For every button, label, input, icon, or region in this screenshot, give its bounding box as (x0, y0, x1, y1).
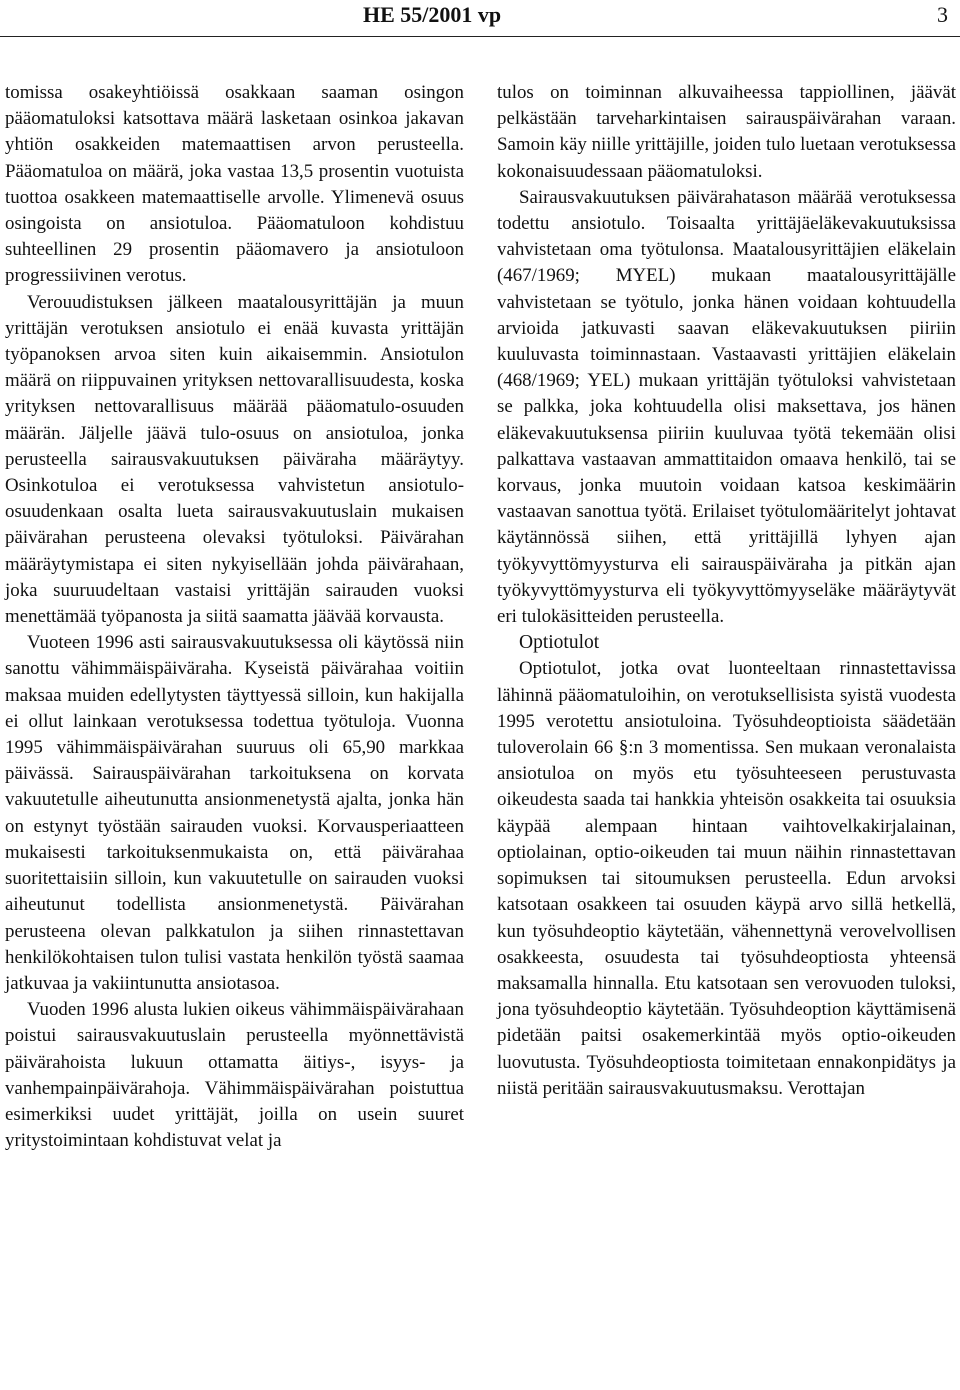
header-rule (0, 36, 960, 37)
paragraph: Optiotulot, jotka ovat luonteeltaan rinnastettavissa lähinnä pääomatuloihin, on verotuksellisista syistä vuodesta 1995 verotettu ansiotuloina. Työsuhdeoptioista säädetään tuloverolain 66 §:n 3 momentissa. Sen mukaan veronalaista ansiotuloa on myös etu työsuhteeseen perustuvasta oikeudesta saada tai hankkia yhteisön osakkeita tai osuuksia käypää alempaan hintaan vaihtovelkakirjalainan, optiolainan, optio-oikeuden tai muun näihin rinnastettavan sopimuksen tai sitoumuksen perusteella. Edun arvoksi katsotaan osakkeen tai osuuden käypä arvo sillä hetkellä, kun työsuhdeoptio käytetään, vähennettynä verovelvollisen osakkeesta, osuudesta tai työsuhdeoptiosta yhteensä maksamalla hinnalla. Etu katsotaan sen verovuoden tuloksi, jona työsuhdeoptio käytetään. Työsuhdeoption käyttämisenä pidetään paitsi osakemerkintää myös optio-oikeuden luovutusta. Työsuhdeoptiosta toimitetaan ennakonpidätys ja niistä peritään sairausvakuutusmaksu. Verottajan (497, 658, 956, 1099)
left-column (5, 80, 464, 1154)
right-column (497, 80, 956, 1102)
paragraph: Verouudistuksen jälkeen maatalousyrittäjän ja muun yrittäjän verotuksen ansiotulo ei enää kuvasta yrittäjän työpanoksen arvoa siten kuin aikaisemmin. Ansiotulon määrä on riippuvainen yrityksen nettovarallisuudesta, koska yrityksen nettovarallisuus määrää pääomatulo-osuuden määrän. Jäljelle jäävä tulo-osuus on ansiotuloa, jonka perusteella sairausvakuutuksen päiväraha määräytyy. Osinkotuloa ei verotuksessa vahvistetun ansiotulo-osuudenkaan osalta lueta sairausvakuutuslain mukaisen päivärahan perusteena olevaksi työtuloksi. Päivärahan määräytymistapa ei siten nykyisellään johda päivärahaan, joka suuruudeltaan vastaisi yrittäjän sairauden vuoksi menettämää työpanosta ja siitä saamatta jäävää korvausta. (5, 291, 464, 628)
document-id: HE 55/2001 vp (363, 2, 502, 27)
page-number: 3 (937, 2, 948, 27)
page-header (0, 0, 960, 36)
paragraph: Vuoden 1996 alusta lukien oikeus vähimmäispäivärahaan poistui sairausvakuutuslain perusteella myönnettävistä päivärahoista lukuun ottamatta äitiys-, isyys- ja vanhempainpäivärahoja. Vähimmäispäivärahan poistuttua esimerkiksi uudet yrittäjät, joilla on usein suuret yritystoimintaan kohdistuvat velat ja (5, 999, 464, 1152)
paragraph: tomissa osakeyhtiöissä osakkaan saaman osingon pääomatuloksi katsottava määrä lasketaan osinkoa jakavan yhtiön osakkeiden matemaattisen arvon perusteella. Pääomatuloa on määrä, joka vastaa 13,5 prosentin vuotuista tuottoa osakkeen matemaattiselle arvolle. Ylimenevä osuus osingoista on ansiotuloa. Pääomatuloon kohdistuu suhteellinen 29 prosentin pääomavero ja ansiotuloon progressiivinen verotus. (5, 82, 464, 287)
section-heading: Optiotulot (519, 632, 600, 654)
paragraph: Sairausvakuutuksen päivärahatason määrää verotuksessa todettu ansiotulo. Toisaalta yrittäjäeläkevakuutuksissa vahvistetaan oma työtulonsa. Maatalousyrittäjien eläkelain (467/1969; MYEL) mukaan maatalousyrittäjälle vahvistetaan se työtulo, jonka hänen voidaan kohtuudella arvioida jatkuvasti saavan eläkevakuutuksen piiriin kuuluvasta toiminnastaan. Vastaavasti yrittäjien eläkelain (468/1969; YEL) mukaan yrittäjän työtuloksi vahvistetaan se palkka, joka kohtuudella olisi maksettava, jos hänen eläkevakuutuksensa piiriin kuuluvaa työtä tekemään olisi palkattava vastaavan ammattitaidon omaava henkilö, tai se korvaus, jonka muutoin voidaan katsoa keskimäärin vastaavan sanottua työtä. Erilaiset työtulomääritelyt johtavat käytännössä siihen, että yrittäjillä lyhyen ajan työkyvyttömyysturva eli sairauspäiväraha ja pitkän ajan työkyvyttömyysturva eli työkyvyttömyyseläke määräytyvät eri tulokäsitteiden perusteella. (497, 186, 956, 628)
paragraph: tulos on toiminnan alkuvaiheessa tappiollinen, jäävät pelkästään tarveharkintaisen sairauspäivärahan varaan. Samoin käy niille yrittäjille, joiden tulo luetaan verotuksessa kokonaisuudessaan pääomatuloksi. (497, 82, 956, 182)
paragraph: Vuoteen 1996 asti sairausvakuutuksessa oli käytössä niin sanottu vähimmäispäiväraha. Kyseistä päivärahaa voitiin maksaa muiden edellytysten täyttyessä silloin, kun hakijalla ei ollut lainkaan verotuksessa todettua työtuloja. Vuonna 1995 vähimmäispäivärahan suuruus oli 65,90 markkaa päivässä. Sairauspäivärahan tarkoituksena on korvata vakuutetulle aiheutunutta ansionmenetystä ajalta, jonka hän on estynyt työstään sairauden vuoksi. Korvausperiaatteen mukaisesti tarkoituksenmukaista on, että päivärahaa suoritettaisiin silloin, kun vakuutetulle on sairauden vuoksi aiheutunut todellista ansionmenetystä. Päivärahan perusteena olevan palkkatulon ja siihen rinnastettavan henkilökohtaisen tulon tulisi vastata henkilön työstä saamaa jatkuvaa ja vakiintunutta ansiotasoa. (5, 632, 464, 994)
